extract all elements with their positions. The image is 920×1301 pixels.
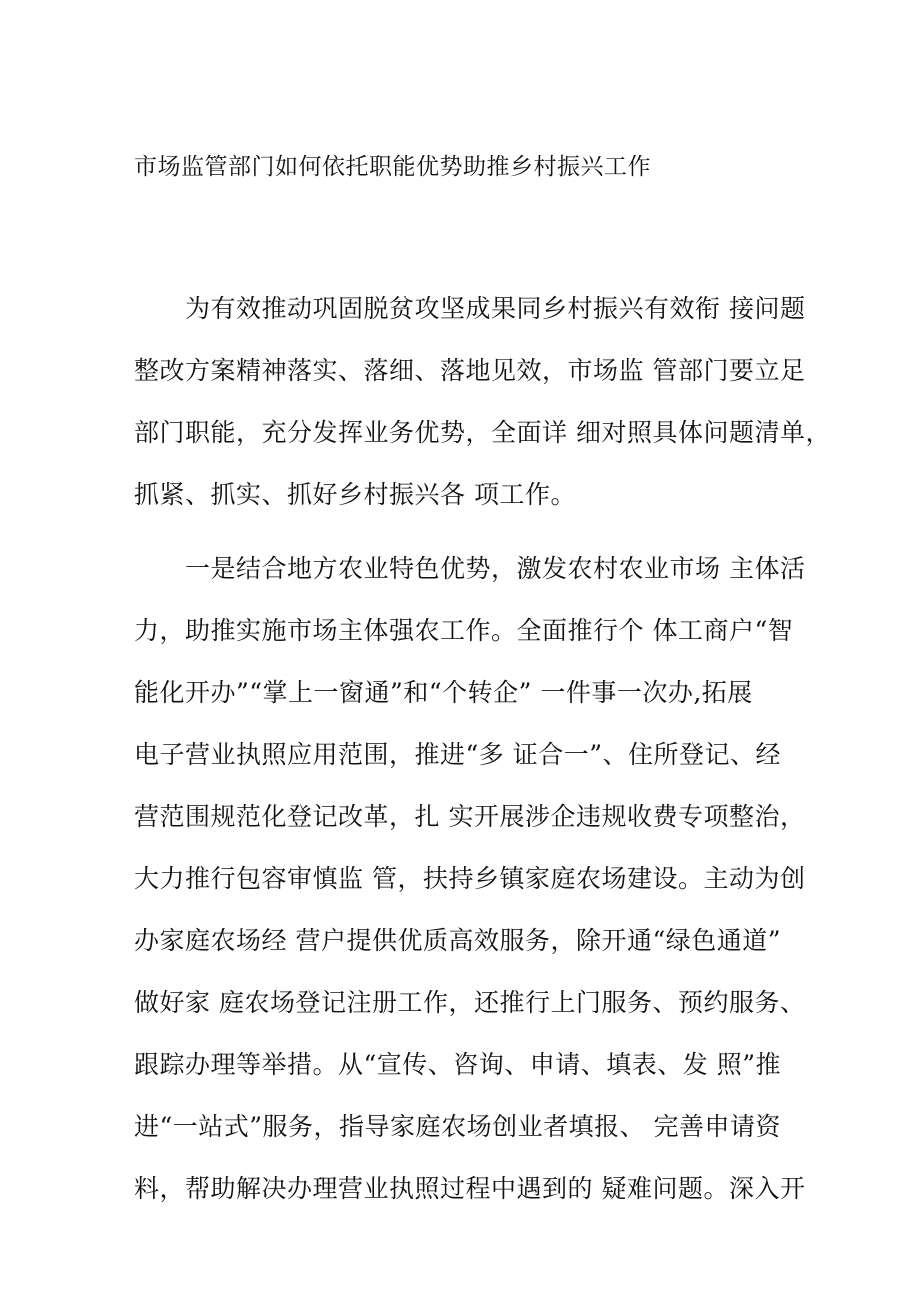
text-line: 做好家 庭农场登记注册工作，还推行上门服务、预约服务、 <box>134 988 806 1017</box>
text-line: 部门职能，充分发挥业务优势，全面详 细对照具体问题清单， <box>134 418 831 447</box>
text-line: 营范围规范化登记改革，扎 实开展涉企违规收费专项整治， <box>134 802 806 831</box>
text-line: 料，帮助解决办理营业执照过程中遇到的 疑难问题。深入开 <box>134 1174 806 1203</box>
text-line: 大力推行包容审慎监 管，扶持乡镇家庭农场建设。主动为创 <box>134 864 806 893</box>
text-line: 整改方案精神落实、落细、落地见效，市场监 管部门要立足 <box>134 356 806 385</box>
text-line: 电子营业执照应用范围，推进“多 证合一”、住所登记、经 <box>134 740 782 769</box>
text-line: 一是结合地方农业特色优势，激发农村农业市场 主体活 <box>134 554 806 583</box>
document-title: 市场监管部门如何依托职能优势助推乡村振兴工作 <box>134 154 651 180</box>
paragraph-point-one <box>134 538 814 1220</box>
text-line: 进“一站式”服务，指导家庭农场创业者填报、 完善申请资 <box>134 1112 782 1141</box>
text-line: 抓紧、抓实、抓好乡村振兴各 项工作。 <box>134 480 576 509</box>
text-line: 跟踪办理等举措。从“宣传、咨询、申请、填表、发 照”推 <box>134 1050 782 1079</box>
text-line: 能化开办”“掌上一窗通”和“个转企” 一件事一次办,拓展 <box>134 678 753 707</box>
text-line: 办家庭农场经 营户提供优质高效服务，除开通“绿色通道” <box>134 926 782 955</box>
paragraph-intro <box>134 278 831 526</box>
text-line: 为有效推动巩固脱贫攻坚成果同乡村振兴有效衔 接问题 <box>134 294 806 323</box>
text-line: 力，助推实施市场主体强农工作。全面推行个 体工商户“智 <box>134 616 794 645</box>
